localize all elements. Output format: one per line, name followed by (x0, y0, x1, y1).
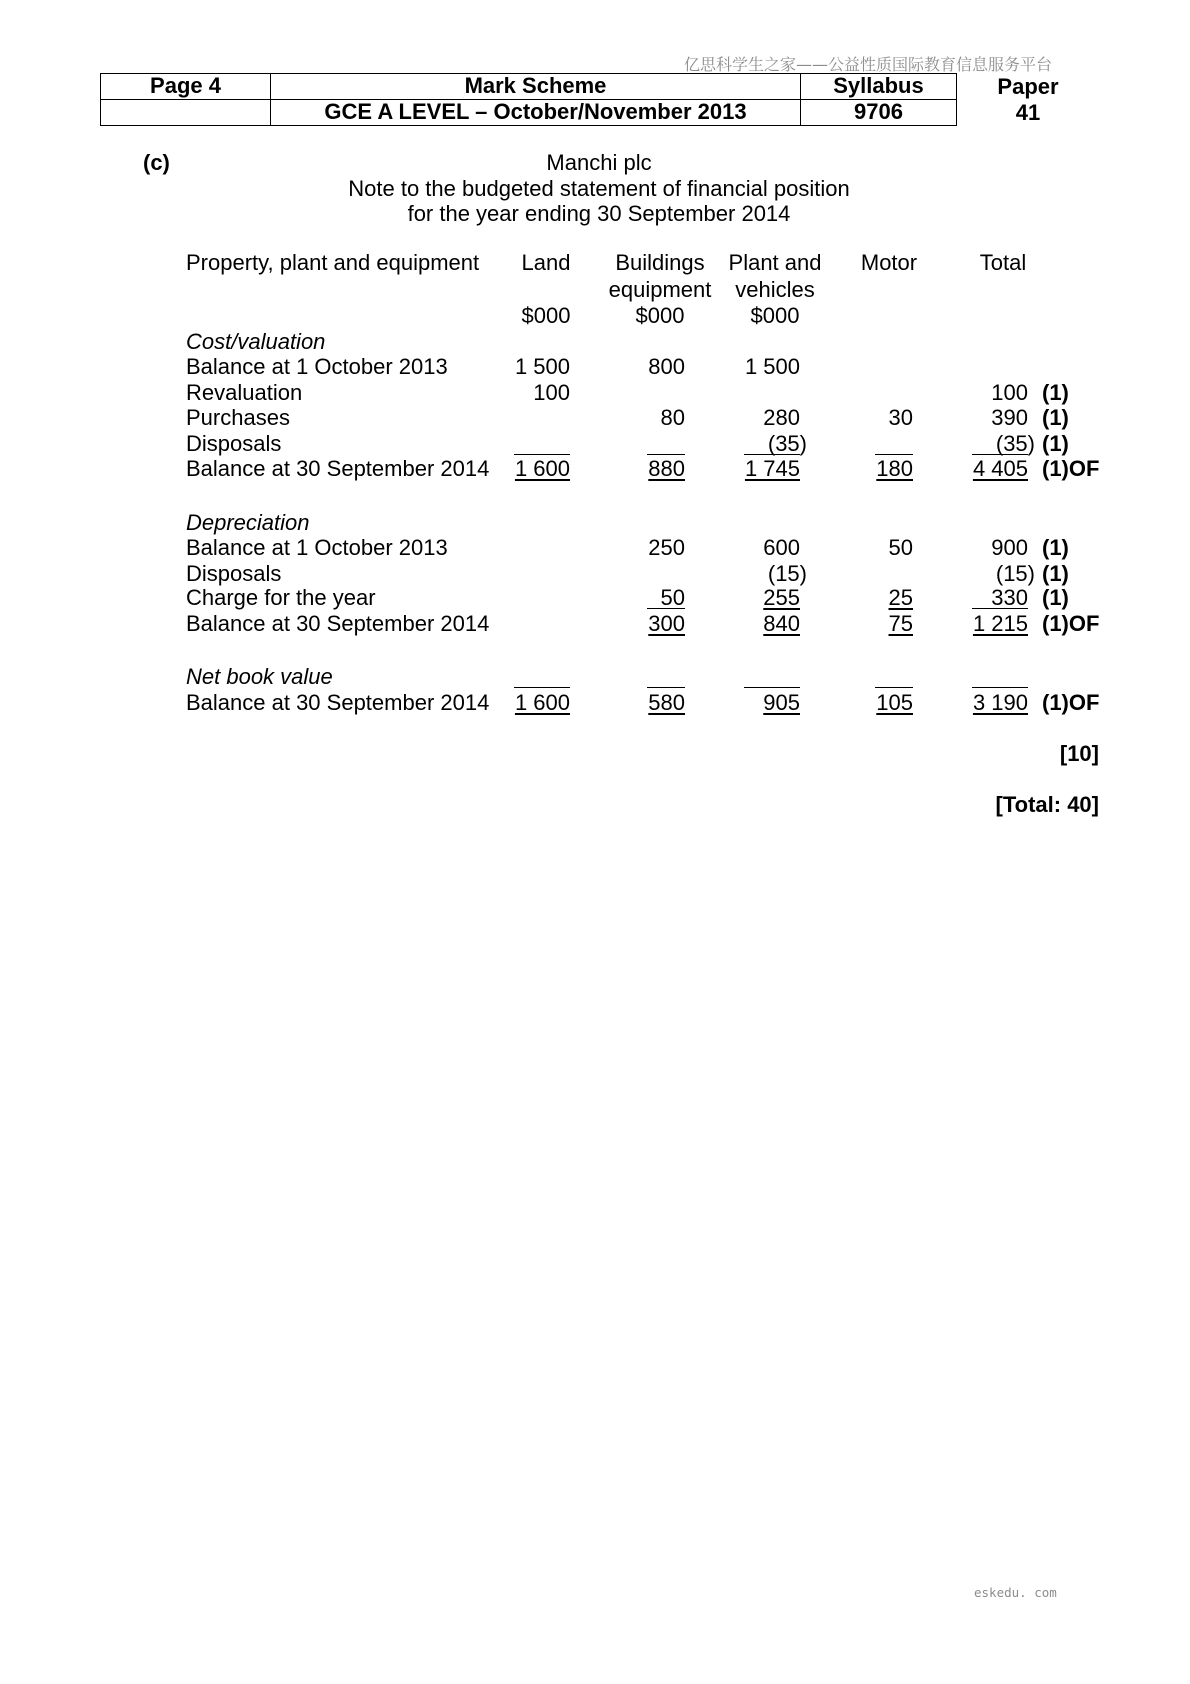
land-value: 1 600 (514, 690, 570, 715)
total-value: 390 (991, 405, 1028, 430)
mark-award: (1)OF (1042, 456, 1100, 481)
watermark-top: 亿思科学生之家——公益性质国际教育信息服务平台 (683, 55, 1052, 74)
row-label: Disposals (186, 431, 282, 456)
plant-value: 905 (763, 690, 800, 715)
row-label: Purchases (186, 405, 290, 430)
header-exam-session: GCE A LEVEL – October/November 2013 (271, 100, 801, 126)
buildings-unit: $000 (635, 303, 685, 328)
total-value: 100 (991, 380, 1028, 405)
motor-value: 50 (888, 535, 913, 560)
mark-award: (1) (1042, 561, 1069, 586)
net-book-value-heading: Net book value (186, 664, 333, 689)
buildings-value: 880 (648, 456, 685, 481)
plant-unit: $000 (750, 303, 800, 328)
charge-for-year-row (0, 587, 1190, 609)
depreciation-disposals-row (0, 563, 1190, 585)
row-label: Balance at 30 September 2014 (186, 611, 490, 636)
total-subtotal-rule (972, 666, 1028, 688)
plant-value: 600 (763, 535, 800, 560)
column-header-plant: Plant and (728, 250, 822, 275)
column-header-plant-line2: vehicles (735, 277, 815, 302)
column-header-buildings: Buildings (615, 250, 705, 275)
buildings-value: 80 (660, 405, 685, 430)
plant-value: 1 745 (744, 456, 800, 481)
plant-value: 840 (763, 611, 800, 636)
header-blank-cell (101, 100, 271, 126)
mark-award: (1)OF (1042, 611, 1100, 636)
mark-award: (1)OF (1042, 690, 1100, 715)
land-value: 1 600 (514, 456, 570, 481)
total-value: 900 (991, 535, 1028, 560)
motor-subtotal-rule (875, 666, 913, 688)
row-label: Revaluation (186, 380, 303, 405)
row-label: Charge for the year (186, 585, 376, 610)
total-marks: [Total: 40] (995, 792, 1099, 817)
mark-award: (1) (1042, 585, 1069, 610)
header-syllabus-code: 9706 (801, 100, 957, 126)
buildings-value: 580 (648, 690, 685, 715)
total-value: (15) (995, 561, 1035, 586)
column-header-total: Total (979, 250, 1027, 275)
purchases-row (0, 407, 1190, 429)
column-header-description: Property, plant and equipment (186, 250, 480, 275)
column-header-row-2 (0, 279, 1190, 301)
plant-value: (15) (767, 561, 807, 586)
motor-value: 180 (876, 456, 913, 481)
depreciation-opening-balance-row (0, 537, 1190, 559)
mark-award: (1) (1042, 405, 1069, 430)
note-title: Note to the budgeted statement of financial position (348, 176, 850, 201)
column-header-land: Land (521, 250, 571, 275)
depreciation-heading: Depreciation (186, 510, 310, 535)
plant-value: 280 (763, 405, 800, 430)
net-book-value-heading-row (0, 666, 1190, 688)
land-subtotal-rule (514, 433, 570, 455)
plant-subtotal-rule (744, 666, 800, 688)
column-header-buildings-line2: equipment (608, 277, 712, 302)
cost-disposals-row (0, 433, 1190, 455)
motor-value: 25 (888, 585, 913, 610)
header-document-title: Mark Scheme (271, 74, 801, 100)
cost-heading: Cost/valuation (186, 329, 326, 354)
watermark-bottom: eskedu. com (974, 1585, 1057, 1600)
buildings-value: 800 (648, 354, 685, 379)
land-subtotal-rule (514, 666, 570, 688)
plant-value: 1 500 (744, 354, 800, 379)
revaluation-row (0, 382, 1190, 404)
land-value: 1 500 (514, 354, 570, 379)
buildings-value: 300 (648, 611, 685, 636)
total-value: 4 405 (972, 456, 1028, 481)
cost-opening-balance-row (0, 356, 1190, 378)
header-page: Page 4 (101, 74, 271, 100)
depreciation-closing-balance-row (0, 613, 1190, 635)
column-unit-row (0, 305, 1190, 327)
row-label: Balance at 30 September 2014 (186, 456, 490, 481)
total-value: 1 215 (972, 611, 1028, 636)
total-value: (35) (979, 433, 1035, 455)
plant-value: (35) (751, 433, 807, 455)
land-value: 100 (533, 380, 570, 405)
net-book-value-balance-row (0, 692, 1190, 714)
cost-heading-row (0, 331, 1190, 353)
header-syllabus-label: Syllabus (801, 74, 957, 100)
row-label: Disposals (186, 561, 282, 586)
total-value: 3 190 (972, 690, 1028, 715)
column-header-row (0, 252, 1190, 274)
header-paper-number: 41 (1015, 100, 1041, 125)
buildings-subtotal-rule (647, 666, 685, 688)
motor-value: 30 (888, 405, 913, 430)
part-marks: [10] (1059, 741, 1099, 766)
header-table (100, 73, 957, 126)
motor-subtotal-rule (875, 433, 913, 455)
company-name: Manchi plc (546, 150, 652, 175)
mark-award: (1) (1042, 535, 1069, 560)
header-paper-label: Paper (997, 74, 1059, 99)
note-period: for the year ending 30 September 2014 (407, 201, 791, 226)
motor-value: 75 (888, 611, 913, 636)
cost-closing-balance-row (0, 458, 1190, 480)
total-value: 330 (972, 587, 1028, 609)
mark-award: (1) (1042, 431, 1069, 456)
buildings-value: 250 (648, 535, 685, 560)
question-part: (c) (143, 150, 170, 175)
buildings-value: 50 (647, 587, 685, 609)
mark-award: (1) (1042, 380, 1069, 405)
row-label: Balance at 30 September 2014 (186, 690, 490, 715)
motor-value: 105 (876, 690, 913, 715)
depreciation-heading-row (0, 512, 1190, 534)
buildings-subtotal-rule (647, 433, 685, 455)
plant-value: 255 (763, 585, 800, 610)
row-label: Balance at 1 October 2013 (186, 354, 448, 379)
land-unit: $000 (521, 303, 571, 328)
row-label: Balance at 1 October 2013 (186, 535, 448, 560)
column-header-motor: Motor (860, 250, 918, 275)
